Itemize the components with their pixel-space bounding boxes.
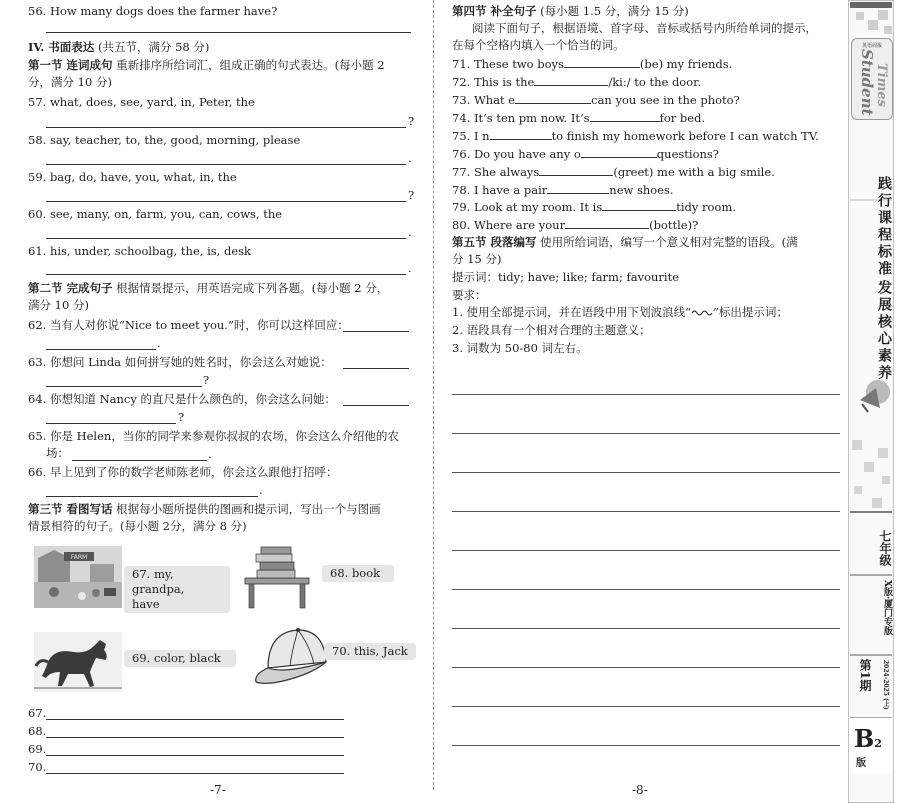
q80-end: (bottle)? xyxy=(649,218,699,232)
q73-start: 73. What e xyxy=(452,93,516,107)
answer-line-63a[interactable] xyxy=(343,368,409,369)
question-79 xyxy=(452,199,736,215)
part-5-instruction: 使用所给词语，编写一个意义相对完整的语段。(满 xyxy=(540,235,798,249)
grade-label: 七年级 xyxy=(878,530,892,566)
edition-letter: B xyxy=(854,724,875,753)
hint-67-line2: have xyxy=(132,597,160,611)
question-58: 58. say, teacher, to, the, good, morning, please xyxy=(28,133,301,147)
edition-label: X版·厦门专版 xyxy=(882,580,892,636)
books-table-picture xyxy=(243,544,313,609)
answer-line-62a[interactable] xyxy=(343,331,409,332)
blank-73[interactable] xyxy=(515,92,591,104)
hint-69: 69. color, black xyxy=(124,650,236,667)
question-66: 66. 早上见到了你的数学老师陈老师，你会这么跟他打招呼： xyxy=(28,465,338,479)
section-4-note: (共五节，满分 58 分) xyxy=(97,40,210,54)
q64-end-mark: ? xyxy=(178,410,185,424)
q63-end-mark: ? xyxy=(203,373,210,387)
question-80 xyxy=(452,217,698,233)
part-2-heading xyxy=(28,281,388,296)
farm-picture xyxy=(34,546,122,608)
edition-badge xyxy=(854,724,890,753)
answer-line-65[interactable] xyxy=(72,460,207,461)
q76-start: 76. Do you have any o xyxy=(452,147,581,161)
q71-end: (be) my friends. xyxy=(639,57,733,71)
q59-end-mark: ? xyxy=(408,188,415,202)
q79-start: 79. Look at my room. It is xyxy=(452,200,603,214)
farm-sign-text: FARM xyxy=(70,554,88,561)
q74-end: for bed. xyxy=(659,111,706,125)
answer-line-58[interactable] xyxy=(46,164,406,165)
hint-67 xyxy=(124,566,230,613)
writing-line[interactable] xyxy=(452,745,840,746)
question-56: 56. How many dogs does the farmer have? xyxy=(28,4,278,18)
blank-78[interactable] xyxy=(547,182,609,194)
slogan-2: 发展核心素养 xyxy=(876,280,892,382)
part-1-instruction-cont: 分，满分 10 分) xyxy=(28,75,112,89)
q62-end-mark: . xyxy=(157,336,161,350)
part-4-heading xyxy=(452,4,689,19)
year-label: 2024-2025 (上) xyxy=(882,660,889,710)
hint-words: 提示词：tidy; have; like; farm; favourite xyxy=(452,270,680,284)
q65-end-mark: . xyxy=(208,447,212,461)
answer-label-67: 67. xyxy=(28,706,47,720)
question-71 xyxy=(452,56,732,72)
q76-end: questions? xyxy=(656,147,719,161)
slogan-1: 践行课程标准 xyxy=(876,176,892,278)
requirement-3: 3. 词数为 50-80 词左右。 xyxy=(452,341,588,355)
logo-top-text: 英语周报 xyxy=(861,43,882,49)
answer-line-61[interactable] xyxy=(46,274,406,275)
part-3-title: 第三节 看图写话 xyxy=(28,502,113,516)
q72-end: /kiː/ to the door. xyxy=(608,75,702,89)
writing-line[interactable] xyxy=(452,511,840,512)
q77-end: (greet) me with a big smile. xyxy=(613,165,775,179)
horse-picture xyxy=(34,632,122,692)
section-4-heading xyxy=(28,40,209,55)
question-64: 64. 你想知道 Nancy 的直尺是什么颜色的，你会这么问她： xyxy=(28,392,337,406)
hint-67-line1: 67. my, grandpa, xyxy=(132,567,185,596)
part-4-title: 第四节 补全句子 xyxy=(452,4,537,18)
answer-line-63b[interactable] xyxy=(46,386,202,387)
question-62: 62. 当有人对你说“Nice to meet you.”时，你可以这样回应： xyxy=(28,318,349,332)
writing-line[interactable] xyxy=(452,706,840,707)
logo-student-text: Student xyxy=(858,49,876,116)
answer-label-69: 69. xyxy=(28,742,47,756)
writing-line[interactable] xyxy=(452,628,840,629)
part-4-instruction: 阅读下面句子，根据语境、首字母、音标或括号内所给单词的提示， xyxy=(472,21,817,35)
page-number-left: -7- xyxy=(210,783,226,797)
part-3-instruction: 根据每小题所提供的图画和提示词，写出一个与图画 xyxy=(116,502,381,516)
question-76 xyxy=(452,146,719,162)
hint-70: 70. this, Jack xyxy=(324,643,416,660)
volume-label: 第1期 xyxy=(858,659,872,692)
part-1-instruction: 重新排序所给词汇，组成正确的句式表达。(每小题 2 xyxy=(116,58,385,72)
blank-72[interactable] xyxy=(534,74,608,86)
q78-start: 78. I have a pair xyxy=(452,183,548,197)
q73-end: can you see in the photo? xyxy=(591,93,740,107)
books-on-table-icon xyxy=(243,544,313,609)
answer-line-67[interactable] xyxy=(46,719,344,720)
part-5-heading xyxy=(452,235,798,250)
q78-end: new shoes. xyxy=(609,183,674,197)
question-60: 60. see, many, on, farm, you, can, cows, the xyxy=(28,207,283,221)
answer-line-64a[interactable] xyxy=(343,405,409,406)
writing-line[interactable] xyxy=(452,550,840,551)
q74-start: 74. It’s ten pm now. It’s xyxy=(452,111,590,125)
cap-picture xyxy=(254,622,334,694)
q61-end-mark: . xyxy=(408,261,412,275)
page-divider xyxy=(433,0,434,790)
question-61: 61. his, under, schoolbag, the, is, desk xyxy=(28,244,252,258)
requirement-1 xyxy=(452,305,788,320)
part-5-title: 第五节 段落编写 xyxy=(452,235,537,249)
q75-start: 75. I n xyxy=(452,129,490,143)
part-4-instruction-cont: 在每个空格内填入一个恰当的词。 xyxy=(452,38,625,52)
answer-line-60[interactable] xyxy=(46,238,406,239)
blank-74[interactable] xyxy=(590,110,660,122)
answer-line-66[interactable] xyxy=(46,496,258,497)
q57-end-mark: ? xyxy=(408,114,415,128)
student-times-logo xyxy=(851,38,893,120)
writing-line[interactable] xyxy=(452,433,840,434)
answer-label-70: 70. xyxy=(28,760,47,774)
question-57: 57. what, does, see, yard, in, Peter, the xyxy=(28,95,255,109)
question-59: 59. bag, do, have, you, what, in, the xyxy=(28,170,237,184)
q80-start: 80. Where are your xyxy=(452,218,566,232)
writing-line[interactable] xyxy=(452,589,840,590)
blank-77[interactable] xyxy=(539,164,613,176)
writing-line[interactable] xyxy=(452,394,840,395)
edition-subscript: 2 xyxy=(874,737,882,750)
part-1-heading xyxy=(28,58,385,73)
page-number-right: -8- xyxy=(632,783,648,797)
q79-end: tidy room. xyxy=(676,200,736,214)
q72-start: 72. This is the xyxy=(452,75,535,89)
part-2-instruction: 根据情景提示，用英语完成下列各题。(每小题 2 分， xyxy=(116,281,389,295)
answer-line-56[interactable] xyxy=(46,32,411,33)
part-2-instruction-cont: 满分 10 分) xyxy=(28,298,89,312)
wavy-underline-icon xyxy=(691,308,713,318)
question-72 xyxy=(452,74,701,90)
writing-line[interactable] xyxy=(452,667,840,668)
blank-75[interactable] xyxy=(490,128,552,140)
farm-illustration xyxy=(34,546,122,608)
blank-76[interactable] xyxy=(581,146,657,158)
q75-end: to finish my homework before I can watch TV. xyxy=(551,129,819,143)
blank-80[interactable] xyxy=(565,217,649,229)
q60-end-mark: . xyxy=(408,225,412,239)
q71-start: 71. These two boys xyxy=(452,57,564,71)
part-5-instruction-cont: 分 15 分) xyxy=(452,252,502,266)
q58-end-mark: . xyxy=(408,151,412,165)
answer-line-62b[interactable] xyxy=(46,349,156,350)
blank-79[interactable] xyxy=(602,199,676,211)
q77-start: 77. She always xyxy=(452,165,540,179)
part-3-instruction-cont: 情景相符的句子。(每小题 2分，满分 8 分) xyxy=(28,519,247,533)
part-3-heading xyxy=(28,502,381,517)
requirement-2: 2. 语段具有一个相对合理的主题意义； xyxy=(452,323,651,337)
edition-suffix: 版 xyxy=(856,758,866,769)
question-65: 65. 你是 Helen，当你的同学来参观你叔叔的农场，你会这么介绍他的农 xyxy=(28,429,399,443)
answer-line-69[interactable] xyxy=(46,755,344,756)
requirements-title: 要求： xyxy=(452,288,487,302)
question-73 xyxy=(452,92,740,108)
question-77 xyxy=(452,164,775,180)
sidebar xyxy=(848,0,894,803)
question-78 xyxy=(452,182,674,198)
writing-line[interactable] xyxy=(452,472,840,473)
logo-times-text: Times xyxy=(874,63,889,107)
answer-label-68: 68. xyxy=(28,724,47,738)
part-1-title: 第一节 连词成句 xyxy=(28,58,113,72)
section-4-title: IV. 书面表达 xyxy=(28,40,95,54)
question-65-cont: 场： xyxy=(46,446,69,460)
blank-71[interactable] xyxy=(564,56,640,68)
answer-line-57[interactable] xyxy=(46,127,406,128)
hint-68: 68. book xyxy=(322,565,394,582)
requirement-1-start: 1. 使用全部提示词，并在语段中用下划波浪线“ xyxy=(452,305,692,319)
answer-line-64b[interactable] xyxy=(46,423,176,424)
answer-line-68[interactable] xyxy=(46,737,344,738)
q66-end-mark: . xyxy=(259,483,263,497)
cap-icon xyxy=(254,622,334,694)
part-4-note: (每小题 1.5 分，满分 15 分) xyxy=(540,4,689,18)
part-2-title: 第二节 完成句子 xyxy=(28,281,113,295)
answer-line-59[interactable] xyxy=(46,201,406,202)
question-63: 63. 你想问 Linda 如何拼写她的姓名时，你会这么对她说： xyxy=(28,355,332,369)
question-74 xyxy=(452,110,705,126)
question-75 xyxy=(452,128,819,144)
requirement-1-end: ”标出提示词； xyxy=(713,305,788,319)
horse-illustration xyxy=(34,632,122,692)
answer-line-70[interactable] xyxy=(46,773,344,774)
